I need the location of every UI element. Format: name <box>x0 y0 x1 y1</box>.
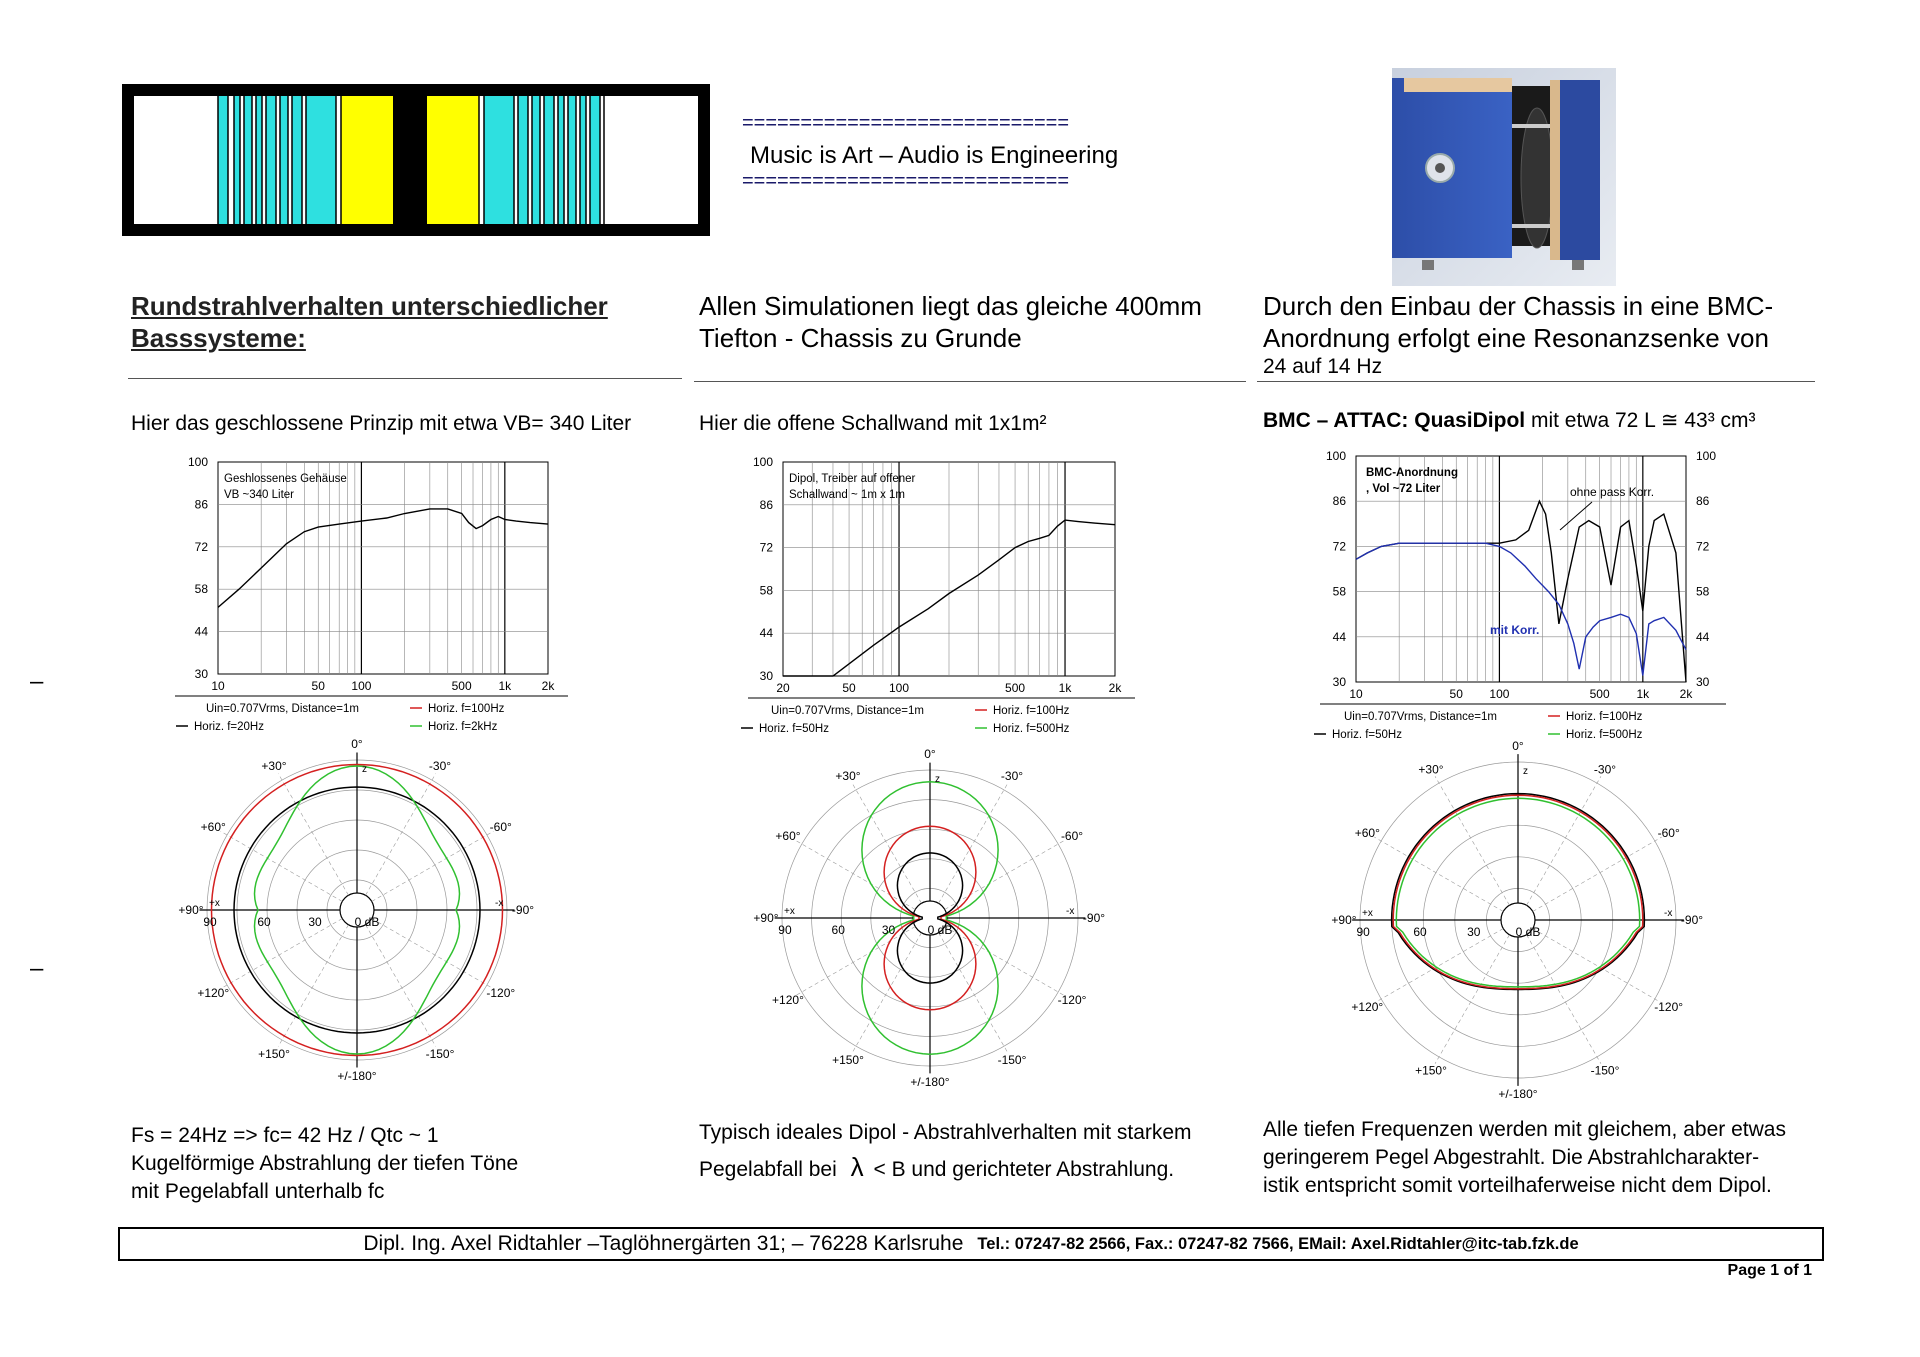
chart-annotation: Dipol, Treiber auf offener <box>789 473 916 485</box>
legend-text-1: Uin=0.707Vrms, Distance=1m <box>771 705 924 717</box>
legend-text-4: Horiz. f=500Hz <box>1566 729 1643 741</box>
x-tick-label: 10 <box>211 679 225 693</box>
x-tick-label: 50 <box>842 681 856 695</box>
polar-angle-label: -30° <box>428 759 452 774</box>
legend-text-3: Horiz. f=50Hz <box>759 723 829 735</box>
legend-text-1: Uin=0.707Vrms, Distance=1m <box>206 703 359 715</box>
desc-col2-line2b: < B und gerichteter Abstrahlung. <box>873 1158 1175 1181</box>
x-tick-label: 1k <box>1636 687 1650 701</box>
desc-col1 <box>131 1122 691 1206</box>
polar-axis-minus-x: -x <box>1066 906 1075 917</box>
polar-angle-label: +60° <box>200 820 226 834</box>
polar-axis-minus-x: -x <box>1664 908 1673 919</box>
footer-contact: Tel.: 07247-82 2566, Fax.: 07247-82 7566, EMail: Axel.Ridtahler@itc-tab.fzk.de <box>977 1234 1579 1253</box>
y-tick-label: 58 <box>759 583 773 598</box>
x-tick-label: 20 <box>776 681 790 695</box>
desc-col3-line2: geringerem Pegel Abgestrahlt. Die Abstrahlcharakter- <box>1263 1146 1760 1169</box>
frequency-chart-3 <box>1314 456 1726 734</box>
polar-axis-z: z <box>1523 766 1528 777</box>
polar-angle-label: +120° <box>197 986 230 1000</box>
subheading-col1: Hier das geschlossene Prinzip mit etwa VB= 340 Liter <box>131 412 632 435</box>
y-tick-label: 30 <box>759 669 773 683</box>
subheading-col3-bold: BMC – ATTAC: QuasiDipol <box>1263 409 1526 432</box>
polar-angle-label: +30° <box>835 768 861 783</box>
polar-radial-label: 90 <box>1356 925 1370 939</box>
y-tick-label: 58 <box>194 582 208 597</box>
y-tick-label-right: 72 <box>1696 539 1710 554</box>
polar-angle-label: +/-180° <box>910 1075 950 1089</box>
polar-axis-z: z <box>935 774 940 785</box>
polar-angle-label: +150° <box>1415 1063 1447 1078</box>
polar-angle-label: +90° <box>1331 913 1357 927</box>
y-tick-label: 58 <box>1332 584 1346 599</box>
desc-col2-line2 <box>699 1150 1259 1187</box>
x-tick-label: 1k <box>498 679 512 693</box>
polar-angle-label: +120° <box>772 993 804 1007</box>
polar-radial-label: 60 <box>831 923 845 937</box>
x-tick-label: 500 <box>451 679 472 693</box>
y-tick-label: 44 <box>759 626 773 641</box>
heading-col1: Rundstrahlverhalten unterschiedlicher Basssysteme: <box>131 291 608 353</box>
polar-radial-label: 60 <box>257 915 271 929</box>
polar-angle-label: -150° <box>1590 1063 1620 1078</box>
frequency-chart-2 <box>741 462 1135 728</box>
x-tick-label: 50 <box>1449 687 1463 701</box>
legend-text-2: Horiz. f=100Hz <box>993 705 1070 717</box>
heading-col3-line3: 24 auf 14 Hz <box>1263 355 1383 378</box>
chart-annotation: BMC-Anordnung <box>1366 467 1458 479</box>
polar-axis-plus-x: +x <box>209 898 220 909</box>
chart-annotation: Schallwand ~ 1m x 1m <box>789 489 906 501</box>
lambda-symbol: λ <box>850 1152 864 1182</box>
polar-angle-label: -60° <box>489 820 512 834</box>
legend-text-3: Horiz. f=50Hz <box>1332 729 1402 741</box>
polar-axis-z: z <box>362 764 367 775</box>
y-tick-label-right: 86 <box>1696 494 1710 509</box>
polar-angle-label: -120° <box>1057 993 1087 1007</box>
margin-dash-2: – <box>30 955 44 982</box>
polar-angle-label: +/-180° <box>1498 1087 1538 1101</box>
polar-angle-label: +60° <box>1354 826 1380 840</box>
desc-col3 <box>1263 1116 1843 1200</box>
y-tick-label: 72 <box>1332 539 1346 554</box>
polar-radial-label: 90 <box>778 923 792 937</box>
y-tick-label: 44 <box>1332 629 1346 644</box>
polar-angle-label: 0° <box>924 747 936 761</box>
legend-text-2: Horiz. f=100Hz <box>1566 711 1643 723</box>
polar-plot-2 <box>775 763 1086 1074</box>
chart-annotation: , Vol ~72 Liter <box>1366 483 1441 495</box>
legend-text-3: Horiz. f=20Hz <box>194 721 264 733</box>
polar-angle-label: +150° <box>258 1046 290 1061</box>
polar-radial-label: 0 dB <box>354 915 380 929</box>
desc-col2-line1: Typisch ideales Dipol - Abstrahlverhalten mit starkem <box>699 1121 1192 1144</box>
polar-angle-label: -150° <box>997 1053 1027 1068</box>
polar-radial-label: 0 dB <box>1515 925 1541 939</box>
y-tick-label-right: 44 <box>1696 629 1710 644</box>
polar-spoke <box>1533 929 1662 1003</box>
subheading-col2: Hier die offene Schallwand mit 1x1m² <box>699 412 1047 435</box>
legend-text-4: Horiz. f=2kHz <box>428 721 498 733</box>
polar-angle-label: -60° <box>1060 829 1084 843</box>
polar-angle-label: -90° <box>1680 913 1704 927</box>
separator-bottom: ============================ <box>742 170 1070 192</box>
x-tick-label: 500 <box>1005 681 1026 695</box>
chart-annotation: Geshlossenes Gehäuse <box>224 473 347 485</box>
polar-radial-label: 90 <box>203 915 217 929</box>
y-tick-label: 86 <box>1332 494 1346 509</box>
polar-angle-label: -120° <box>1654 1000 1684 1014</box>
x-tick-label: 10 <box>1349 687 1363 701</box>
x-tick-label: 2k <box>541 679 555 693</box>
polar-spoke <box>1374 929 1503 1003</box>
heading-col3-line2: Anordnung erfolgt eine Resonanzsenke von <box>1263 323 1769 353</box>
x-tick-label: 2k <box>1108 681 1122 695</box>
x-tick-label: 100 <box>889 681 910 695</box>
y-tick-label: 100 <box>1325 449 1346 463</box>
polar-spoke <box>1435 935 1509 1064</box>
legend-text-1: Uin=0.707Vrms, Distance=1m <box>1344 711 1497 723</box>
polar-angle-label: +60° <box>775 829 801 843</box>
y-tick-label-right: 100 <box>1696 449 1717 463</box>
polar-angle-label: +90° <box>178 903 204 917</box>
separator-top: ============================ <box>742 112 1070 134</box>
desc-col1-line1: Fs = 24Hz => fc= 42 Hz / Qtc ~ 1 <box>131 1124 439 1147</box>
polar-angle-label: +150° <box>832 1053 864 1068</box>
polar-angle-label: +30° <box>261 759 287 774</box>
y-tick-label: 30 <box>194 667 208 681</box>
y-tick-label-right: 30 <box>1696 675 1710 689</box>
polar-radial-label: 60 <box>1413 925 1427 939</box>
heading-col3-line1: Durch den Einbau der Chassis in eine BMC- <box>1263 291 1774 321</box>
polar-radial-label: 30 <box>881 923 896 937</box>
x-tick-label: 100 <box>351 679 372 693</box>
polar-spoke <box>1527 935 1601 1064</box>
polar-angle-label: -90° <box>511 903 535 917</box>
legend-text-4: Horiz. f=500Hz <box>993 723 1070 735</box>
subheading-col3-rest: mit etwa 72 L ≅ 43³ cm³ <box>1530 409 1756 432</box>
motto: Music is Art – Audio is Engineering <box>750 142 1119 169</box>
polar-angle-label: 0° <box>1512 739 1524 753</box>
chart-annotation: VB ~340 Liter <box>224 489 295 501</box>
y-tick-label: 30 <box>1332 675 1346 689</box>
polar-radial-label: 30 <box>308 915 322 929</box>
polar-angle-label: -150° <box>425 1046 455 1061</box>
x-tick-label: 2k <box>1679 687 1693 701</box>
desc-col2 <box>699 1116 1259 1187</box>
polar-angle-label: -90° <box>1082 911 1106 925</box>
y-tick-label: 72 <box>759 540 773 555</box>
y-tick-label: 44 <box>194 624 208 639</box>
footer-box <box>118 1227 1824 1261</box>
desc-col2-line2a: Pegelabfall bei <box>699 1158 837 1181</box>
label-mit-korr: mit Korr. <box>1490 623 1540 637</box>
polar-axis-minus-x: -x <box>495 898 504 909</box>
y-tick-label: 100 <box>752 455 773 469</box>
page-number: Page 1 of 1 <box>1727 1262 1812 1279</box>
polar-angle-label: -30° <box>1593 762 1617 777</box>
desc-col1-line3: mit Pegelabfall unterhalb fc <box>131 1180 385 1203</box>
y-tick-label: 72 <box>194 539 208 554</box>
polar-angle-label: +/-180° <box>337 1069 377 1083</box>
polar-plot-3 <box>1352 754 1684 1086</box>
polar-axis-plus-x: +x <box>1362 908 1373 919</box>
y-tick-label: 100 <box>187 455 208 469</box>
y-tick-label-right: 58 <box>1696 584 1710 599</box>
x-tick-label: 1k <box>1058 681 1072 695</box>
heading-col2: Allen Simulationen liegt das gleiche 400mm Tiefton - Chassis zu Grunde <box>699 291 1202 353</box>
polar-angle-label: -30° <box>1000 768 1024 783</box>
y-tick-label: 86 <box>759 497 773 512</box>
polar-angle-label: -60° <box>1657 826 1680 840</box>
x-tick-label: 50 <box>311 679 325 693</box>
polar-radial-label: 30 <box>1467 925 1481 939</box>
label-ohne-korr: ohne pass Korr. <box>1570 485 1655 499</box>
polar-axis-plus-x: +x <box>784 906 795 917</box>
footer-address: Dipl. Ing. Axel Ridtahler –Taglöhnergärten 31; – 76228 Karlsruhe <box>363 1232 964 1255</box>
polar-plot-1 <box>200 753 515 1068</box>
desc-col3-line3: istik entspricht somit vorteilhaferweise nicht dem Dipol. <box>1263 1174 1772 1197</box>
y-tick-label: 86 <box>194 497 208 512</box>
margin-dash-1: – <box>30 668 44 695</box>
polar-angle-label: -120° <box>486 986 516 1000</box>
legend-text-2: Horiz. f=100Hz <box>428 703 505 715</box>
desc-col3-line1: Alle tiefen Frequenzen werden mit gleichem, aber etwas <box>1263 1118 1786 1141</box>
x-tick-label: 100 <box>1489 687 1510 701</box>
polar-angle-label: +30° <box>1418 762 1444 777</box>
polar-angle-label: 0° <box>351 737 363 751</box>
polar-radial-label: 0 dB <box>927 923 953 937</box>
x-tick-label: 500 <box>1589 687 1610 701</box>
polar-angle-label: +120° <box>1351 1000 1384 1014</box>
polar-angle-label: +90° <box>753 911 779 925</box>
desc-col1-line2: Kugelförmige Abstrahlung der tiefen Töne <box>131 1152 519 1175</box>
